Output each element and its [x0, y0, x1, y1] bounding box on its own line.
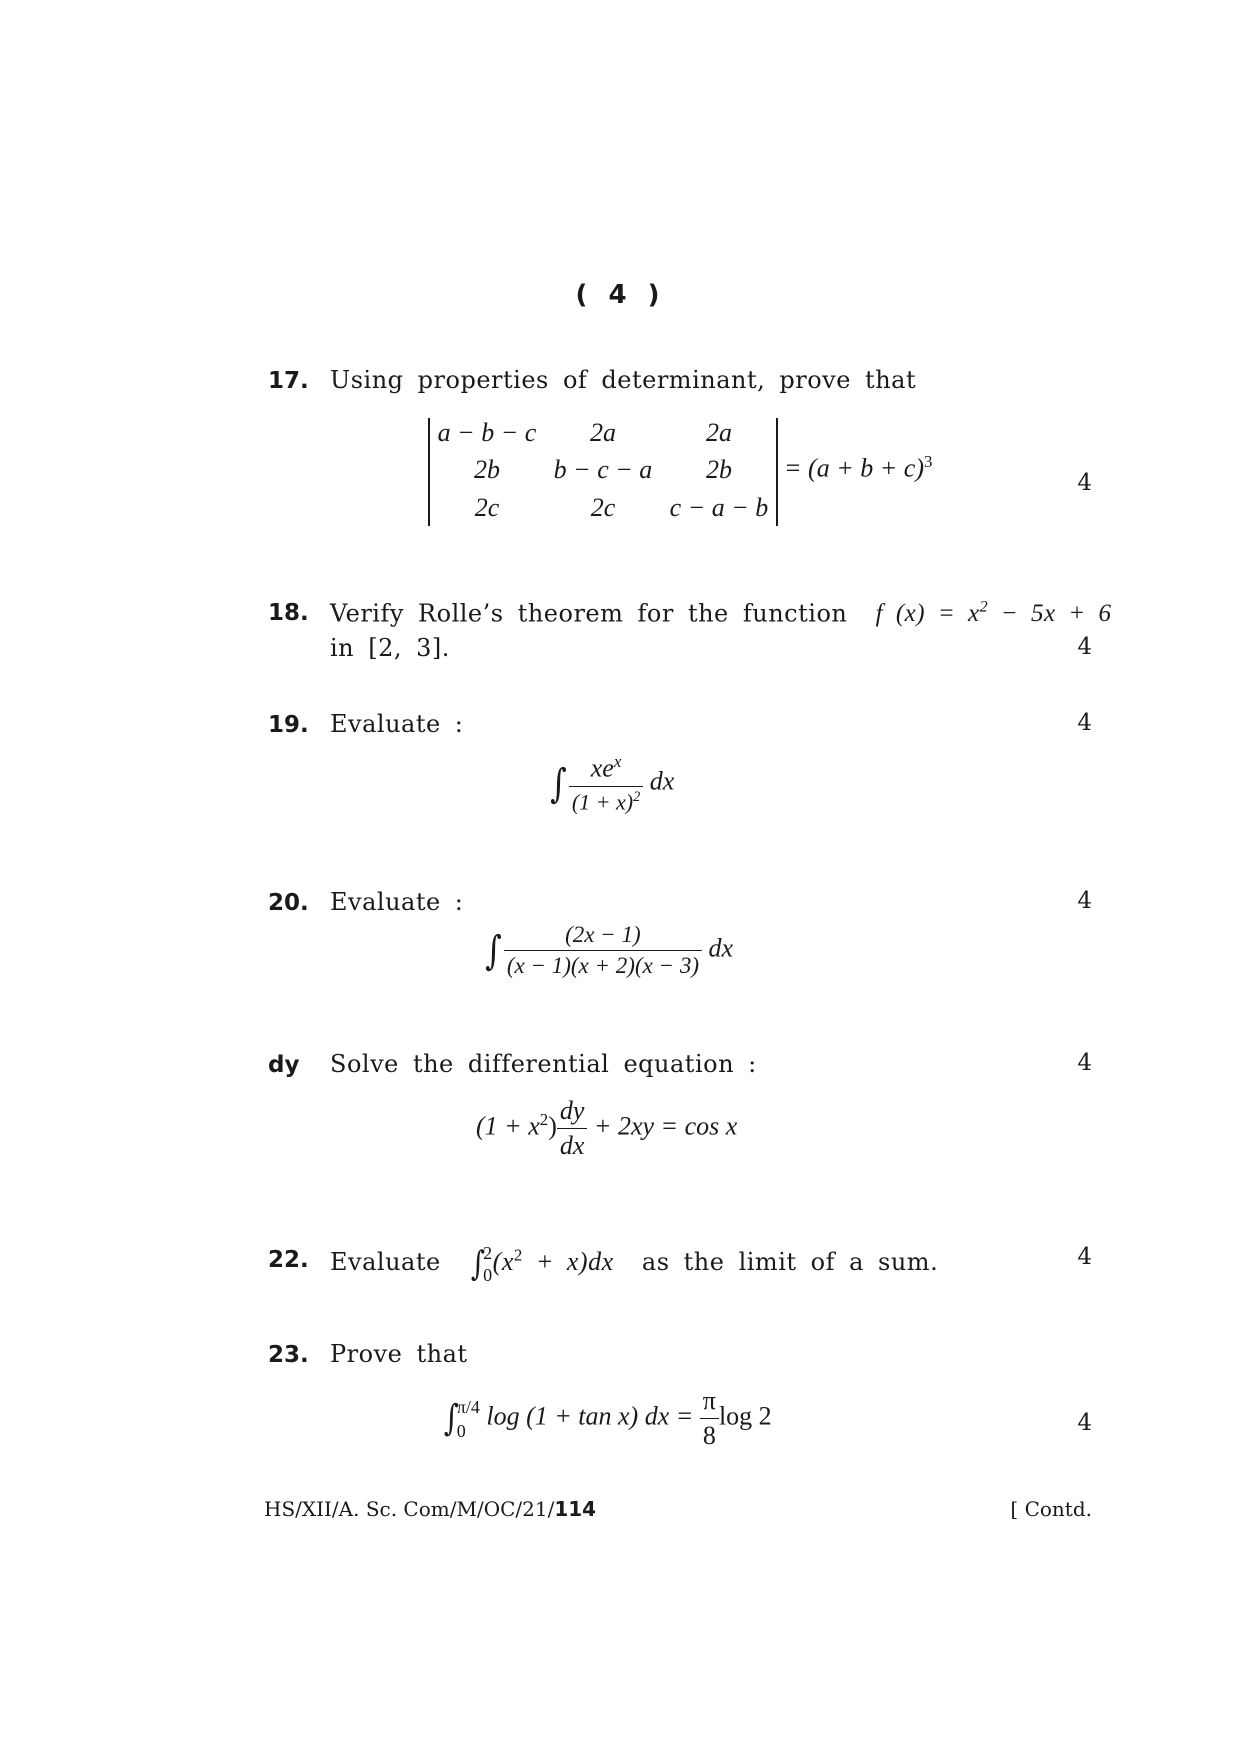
- pi-over-eight: [700, 1386, 719, 1451]
- question-23-marks: 4: [1077, 1410, 1092, 1436]
- rhs-exponent: 3: [924, 452, 933, 471]
- lower-limit-23: 0: [456, 1420, 466, 1441]
- question-18-line2: in [2, 3].: [330, 634, 450, 662]
- question-21-text: Solve the differential equation :: [330, 1050, 757, 1078]
- question-18-text: [330, 598, 1112, 628]
- equation-lhs-exponent: 2: [539, 1109, 549, 1129]
- fraction-20: [504, 922, 702, 979]
- question-18-marks: 4: [1077, 634, 1092, 660]
- question-23-number: 23.: [268, 1342, 309, 1368]
- det-cell: 2b: [474, 455, 500, 484]
- definite-integral-22: [469, 1243, 614, 1285]
- integral-19: [548, 752, 674, 815]
- det-cell: 2b: [706, 455, 732, 484]
- question-22-number: 22.: [268, 1247, 309, 1273]
- integral-sign-icon: ∫: [550, 760, 567, 807]
- det-cell: 2a: [590, 418, 616, 447]
- question-18-number: 18.: [268, 600, 309, 626]
- log-two: log 2: [718, 1401, 772, 1431]
- rhs-expression: = (a + b + c): [784, 453, 924, 483]
- paper-code-number: 114: [554, 1497, 597, 1521]
- det-cell: 2a: [706, 418, 732, 447]
- numerator-exponent-19: x: [613, 752, 622, 771]
- question-18-prompt: Verify Rolle’s theorem for the function: [330, 599, 848, 628]
- paper-code: [264, 1497, 596, 1521]
- numerator-20: (2x − 1): [504, 922, 702, 951]
- equation-lhs: (1 + x: [476, 1111, 540, 1141]
- integrand-exponent-22: 2: [513, 1245, 523, 1265]
- function-exponent: 2: [979, 598, 989, 616]
- function-definition: [876, 600, 1112, 627]
- integrand-23: log (1 + tan x) dx =: [486, 1401, 694, 1431]
- denominator-19: (1 + x): [571, 788, 634, 814]
- derivative-fraction: [557, 1096, 588, 1161]
- function-lhs: f (x) = x: [875, 600, 980, 628]
- determinant-rhs: [784, 452, 932, 484]
- denominator-exponent-19: 2: [633, 788, 641, 805]
- lower-limit-22: 0: [483, 1265, 493, 1285]
- integral-20: [483, 922, 733, 979]
- det-cell: a − b − c: [437, 418, 537, 447]
- continued-label: [ Contd.: [1010, 1497, 1092, 1521]
- question-22-text: [330, 1244, 938, 1284]
- derivative-denominator: dx: [559, 1131, 585, 1160]
- integral-sign-icon: ∫: [485, 927, 502, 974]
- integral-sign-icon: ∫: [470, 1244, 486, 1284]
- fraction-19: [569, 752, 643, 815]
- integrand-rest-22: + x)dx: [522, 1246, 614, 1276]
- question-20-text: Evaluate :: [330, 888, 464, 916]
- question-20-number: 20.: [268, 890, 309, 916]
- equation-rest: + 2xy = cos x: [593, 1111, 738, 1141]
- function-rest: − 5x + 6: [988, 600, 1112, 628]
- differential-19: dx: [649, 766, 675, 796]
- question-22-marks: 4: [1077, 1244, 1092, 1270]
- equation-lhs-close: ): [548, 1111, 557, 1141]
- det-cell: 2c: [474, 493, 500, 522]
- question-19-number: 19.: [268, 712, 309, 738]
- det-cell: 2c: [590, 493, 616, 522]
- question-21-number: dy: [268, 1052, 300, 1078]
- pi-symbol: π: [700, 1386, 719, 1419]
- question-17-text: Using properties of determinant, prove that: [330, 366, 917, 394]
- derivative-numerator: dy: [557, 1096, 588, 1129]
- upper-limit-23: π/4: [456, 1396, 480, 1417]
- integrand-22: (x: [492, 1246, 514, 1276]
- differential-20: dx: [708, 933, 734, 963]
- question-21-marks: 4: [1077, 1050, 1092, 1076]
- paper-code-text: HS/XII/A. Sc. Com/M/OC/21/: [264, 1497, 555, 1521]
- upper-limit-22: 2: [483, 1243, 493, 1263]
- question-23-text: Prove that: [330, 1340, 468, 1368]
- question-17-number: 17.: [268, 368, 309, 394]
- question-19-marks: 4: [1077, 710, 1092, 736]
- page-number: ( 4 ): [575, 280, 666, 310]
- question-22-prompt: Evaluate: [330, 1247, 441, 1276]
- eight: 8: [702, 1421, 716, 1450]
- denominator-20: (x − 1)(x + 2)(x − 3): [506, 953, 699, 978]
- integral-23: [442, 1386, 772, 1451]
- numerator-19: xe: [590, 753, 614, 783]
- question-22-after: as the limit of a sum.: [641, 1247, 939, 1276]
- det-cell: b − c − a: [553, 455, 653, 484]
- question-17-marks: 4: [1077, 470, 1092, 496]
- question-20-marks: 4: [1077, 888, 1092, 914]
- det-cell: c − a − b: [669, 493, 769, 522]
- question-19-text: Evaluate :: [330, 710, 464, 738]
- integral-sign-icon: ∫: [443, 1398, 459, 1439]
- differential-equation: [476, 1096, 737, 1161]
